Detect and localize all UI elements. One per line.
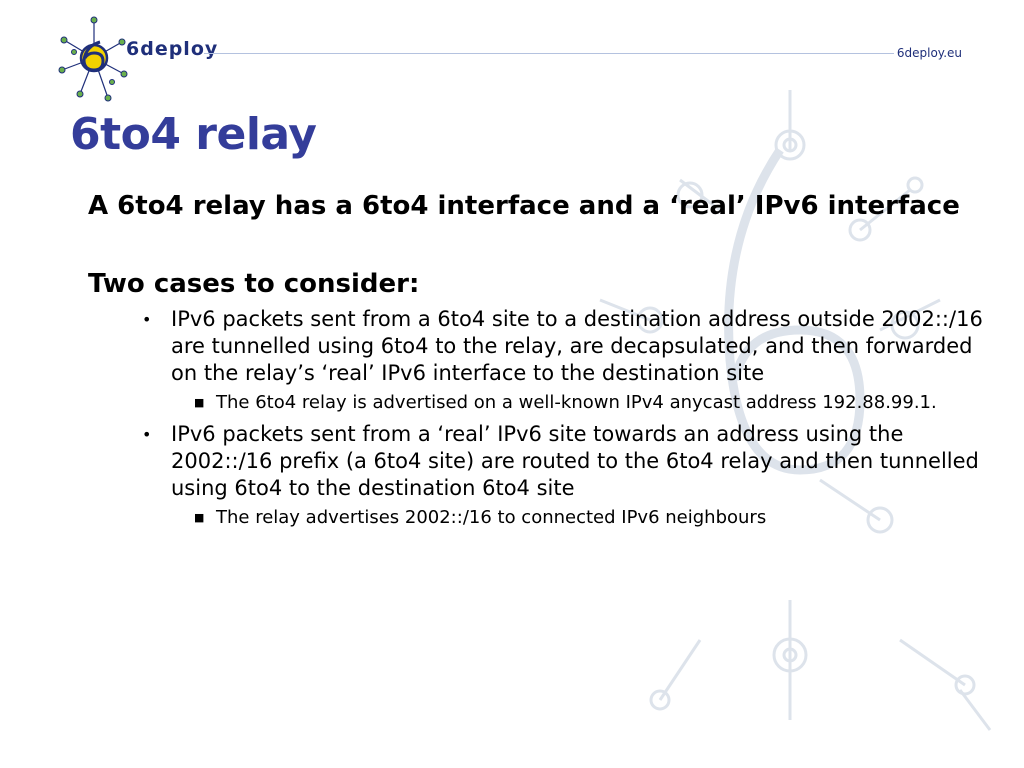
list-item [142,306,988,415]
lead-statement: A 6to4 relay has a 6to4 interface and a ‘real’ IPv6 interface [88,191,960,221]
slide-body [88,190,988,536]
sub-bullet-list [171,506,988,530]
header-divider [204,53,894,54]
sub-bullet-text: The 6to4 relay is advertised on a well-known IPv4 anycast address 192.88.99.1. [216,392,937,413]
list-item [142,421,988,530]
square-bullet-icon: ■ [194,396,205,409]
square-bullet-icon: ■ [194,511,205,524]
round-bullet-icon: • [142,425,152,444]
slide-title: 6to4 relay [70,109,317,160]
bullet-text: IPv6 packets sent from a 6to4 site to a destination address outside 2002::/16 are tunnelled using 6to4 to the relay, are decapsulated, and then forwarded on the relay’s ‘real’ IPv6 interface to the destination site [171,307,983,385]
section-heading: Two cases to consider: [88,269,420,299]
site-url: 6deploy.eu [896,46,962,60]
sub-bullet-list [171,391,988,415]
bullet-text: IPv6 packets sent from a ‘real’ IPv6 site towards an address using the 2002::/16 prefix (a 6to4 site) are routed to the 6to4 relay and then tunnelled using 6to4 to the destination 6to4 site [171,422,979,500]
logo-wordmark: 6deploy [126,38,219,60]
sub-bullet-text: The relay advertises 2002::/16 to connected IPv6 neighbours [216,507,767,528]
bullet-list [88,306,988,530]
round-bullet-icon: • [142,310,152,329]
list-item [194,506,988,530]
list-item [194,391,988,415]
